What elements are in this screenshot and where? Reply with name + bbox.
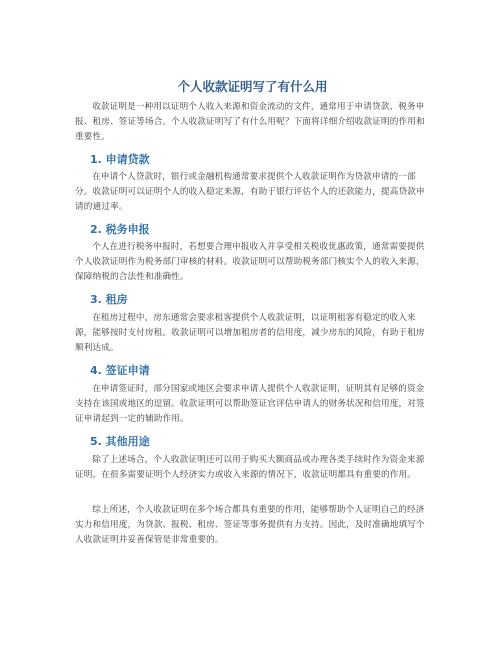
section-heading-rent: 3. 租房	[90, 293, 128, 306]
section-body-other: 除了上述场合，个人收款证明还可以用于购买大额商品或办理各类手续时作为资金来源证明。在很多需要证明个人经济实力或收入来源的情况下，收款证明都具有重要的作用。	[75, 455, 425, 480]
section-heading-visa: 4. 签证申请	[90, 364, 150, 377]
page-title: 个人收款证明写了有什么用	[177, 79, 328, 94]
section-heading-tax: 2. 税务申报	[90, 223, 150, 236]
section-body-tax: 个人在进行税务申报时，若想要合理申报收入并享受相关税收优惠政策，通常需要提供个人收款证明作为税务部门审核的材料。收款证明可以帮助税务部门核实个人的收入来源，保障纳税的合法性和准确性。	[75, 242, 425, 282]
section-heading-other: 5. 其他用途	[90, 435, 150, 448]
document-page	[75, 0, 430, 649]
intro-paragraph: 收款证明是一种用以证明个人收入来源和资金流动的文件，通常用于申请贷款、税务申报、租房、签证等场合。个人收款证明写了有什么用呢？下面将详细介绍收款证明的作用和重要性。	[75, 102, 425, 142]
section-body-rent: 在租房过程中，房东通常会要求租客提供个人收款证明，以证明租客有稳定的收入来源，能够按时支付房租。收款证明可以增加租房者的信用度，减少房东的风险，有助于租房顺利达成。	[75, 313, 425, 353]
section-body-loan: 在申请个人贷款时，银行或金融机构通常要求提供个人收款证明作为贷款申请的一部分。收款证明可以证明个人的收入稳定来源，有助于银行评估个人的还款能力，提高贷款申请的通过率。	[75, 172, 425, 212]
section-heading-loan: 1. 申请贷款	[90, 153, 150, 166]
conclusion-paragraph: 综上所述，个人收款证明在多个场合都具有重要的作用，能够帮助个人证明自己的经济实力和信用度，为贷款、报税、租房、签证等事务提供有力支持。因此，及时准确地填写个人收款证明并妥善保管是非常重要的。	[75, 505, 425, 545]
section-body-visa: 在申请签证时，部分国家或地区会要求申请人提供个人收款证明，证明其有足够的资金支持在该国或地区的逗留。收款证明可以帮助签证官评估申请人的财务状况和信用度，对签证申请起到一定的辅助作用。	[75, 384, 425, 424]
